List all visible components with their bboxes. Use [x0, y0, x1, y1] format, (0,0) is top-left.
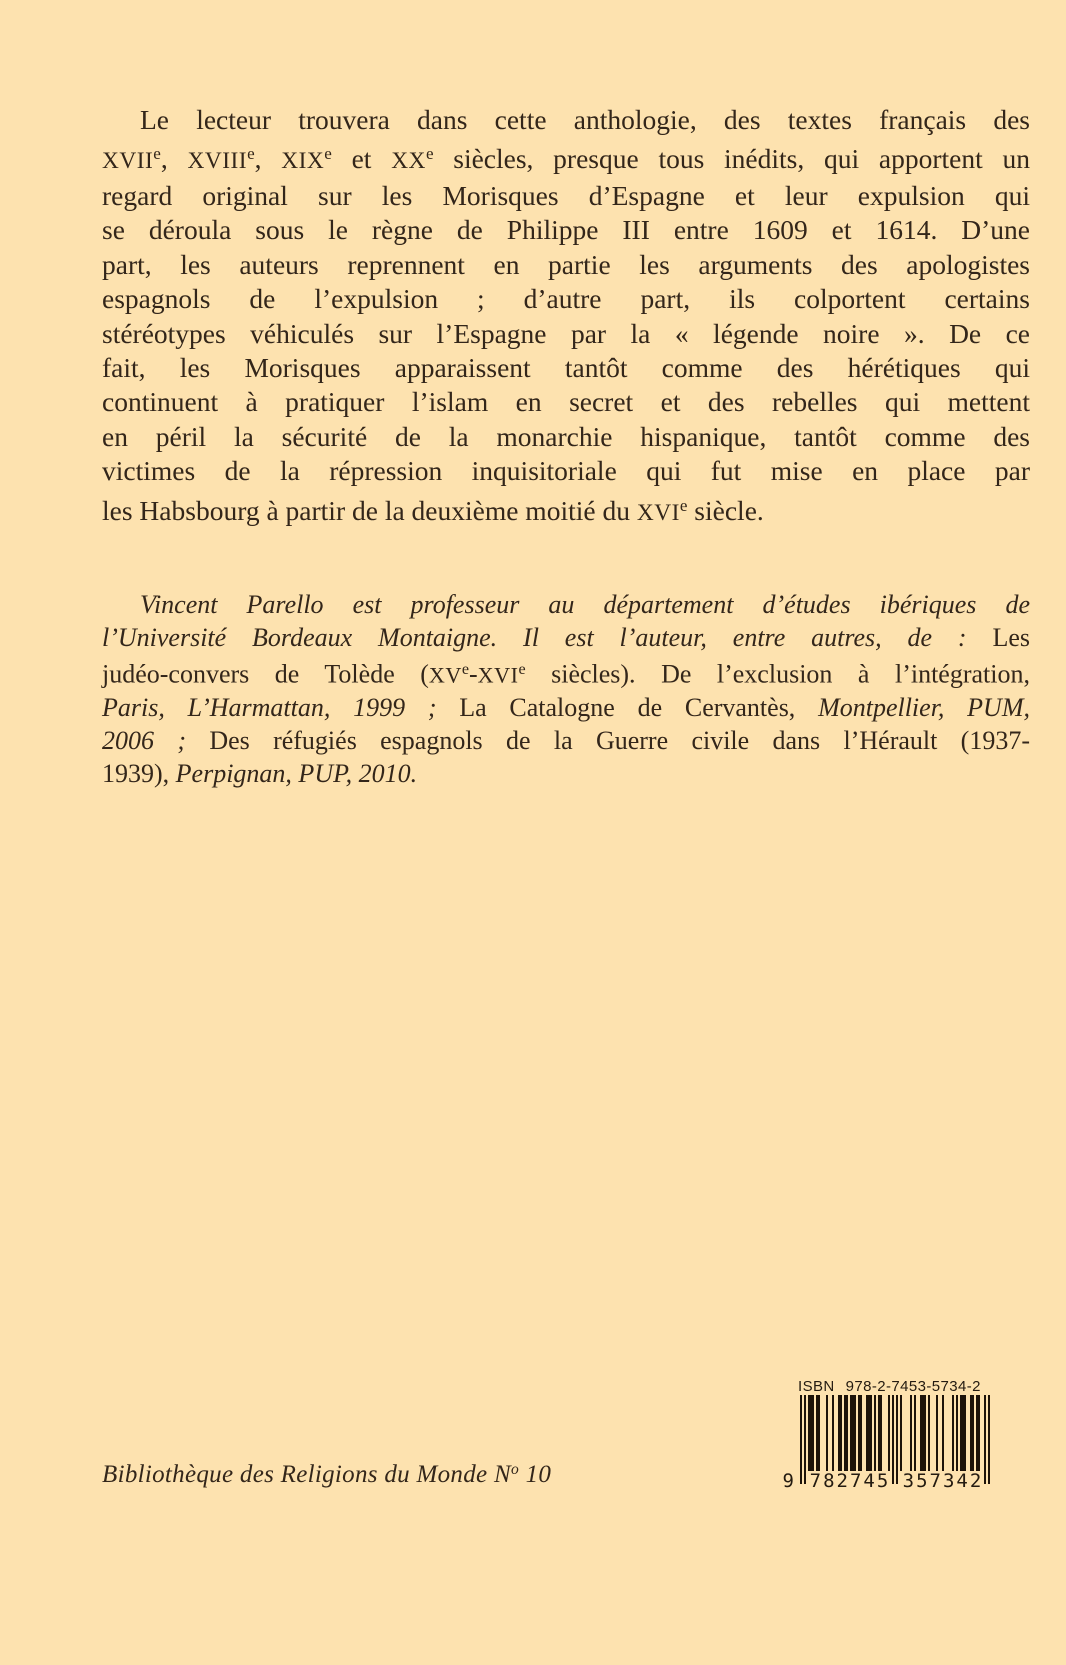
- isbn-number: 978-2-7453-5734-2: [845, 1378, 981, 1395]
- barcode-bar: [988, 1395, 990, 1484]
- text-line: 1939), Perpignan, PUP, 2010.: [102, 758, 418, 788]
- isbn-line: [798, 1378, 981, 1395]
- barcode-digit-first: 9: [782, 1470, 794, 1492]
- text-line: continuent à pratiquer l’islam en secret et des rebelles qui mettent: [102, 386, 1030, 418]
- barcode-digits-right: 357342: [902, 1470, 984, 1492]
- author-bio-paragraph: [102, 589, 1030, 791]
- text-line: regard original sur les Morisques d’Espagne et leur expulsion qui: [102, 179, 1030, 211]
- text-line: Bibliothèque des Religions du Monde $N^o$ 10: [102, 1461, 552, 1489]
- text-line: 2006 ; Des réfugiés espagnols de la Guerre civile dans l’Hérault (1937-: [102, 726, 1030, 756]
- barcode-bar: [914, 1395, 916, 1471]
- barcode-bar: [960, 1395, 966, 1471]
- barcode-bar: [808, 1395, 814, 1471]
- barcode-bar: [928, 1395, 930, 1471]
- barcode-bar: [936, 1395, 938, 1471]
- barcode-digits-left: 782745: [809, 1470, 891, 1492]
- text-line: l’Université Bordeaux Montaigne. Il est l’auteur, entre autres, de : Les: [102, 622, 1030, 652]
- barcode-bar: [800, 1395, 802, 1484]
- barcode-bar: [878, 1395, 882, 1471]
- text-line: stéréotypes véhiculés sur l’Espagne par la « légende noire ». De ce: [102, 317, 1030, 349]
- barcode-bar: [844, 1395, 848, 1471]
- barcode-bar: [832, 1395, 834, 1471]
- barcode-bar: [920, 1395, 926, 1471]
- barcode-bar: [942, 1395, 944, 1471]
- barcode-bar: [816, 1395, 820, 1471]
- text-line: les Habsbourg à partir de la deuxième moitié du XVIe siècle.: [102, 494, 764, 526]
- barcode-bar: [804, 1395, 806, 1484]
- barcode-bar: [952, 1395, 954, 1471]
- barcode-bar: [910, 1395, 912, 1471]
- barcode-bar: [976, 1395, 980, 1471]
- barcode-bar: [838, 1395, 842, 1471]
- barcode-bar: [826, 1395, 828, 1471]
- barcode-bar: [850, 1395, 856, 1471]
- barcode-bar: [970, 1395, 974, 1471]
- barcode-bar: [896, 1395, 898, 1484]
- text-line: espagnols de l’expulsion ; d’autre part, ils colportent certains: [102, 283, 1030, 315]
- barcode-bar: [874, 1395, 876, 1471]
- barcode-bar: [866, 1395, 872, 1471]
- text-line: XVIIe, XVIIIe, XIXe et XXe siècles, presque tous inédits, qui apportent un: [102, 143, 1030, 175]
- text-line: judéo-convers de Tolède (XVe-XVIe siècles). De l’exclusion à l’intégration,: [102, 659, 1030, 689]
- text-line: fait, les Morisques apparaissent tantôt comme des hérétiques qui: [102, 352, 1030, 384]
- barcode-bar: [900, 1395, 902, 1471]
- isbn-label: ISBN: [798, 1378, 835, 1395]
- barcode-bar: [888, 1395, 890, 1471]
- series-title: [102, 1461, 551, 1489]
- text-line: se déroula sous le règne de Philippe III entre 1609 et 1614. D’une: [102, 214, 1030, 246]
- text-line: victimes de la répression inquisitoriale qui fut mise en place par: [102, 455, 1030, 487]
- text-line: en péril la sécurité de la monarchie hispanique, tantôt comme des: [102, 420, 1030, 452]
- synopsis-paragraph: [102, 103, 1030, 530]
- text-line: part, les auteurs reprennent en partie les arguments des apologistes: [102, 248, 1030, 280]
- text-line: Paris, L’Harmattan, 1999 ; La Catalogne de Cervantès, Montpellier, PUM,: [102, 693, 1030, 723]
- barcode-bar: [956, 1395, 958, 1471]
- barcode-bar: [858, 1395, 862, 1471]
- text-line: Vincent Parello est professeur au département d’études ibériques de: [140, 590, 1030, 619]
- text-line: Le lecteur trouvera dans cette anthologie, des textes français des: [140, 104, 1030, 135]
- isbn-barcode-block: [770, 1378, 994, 1493]
